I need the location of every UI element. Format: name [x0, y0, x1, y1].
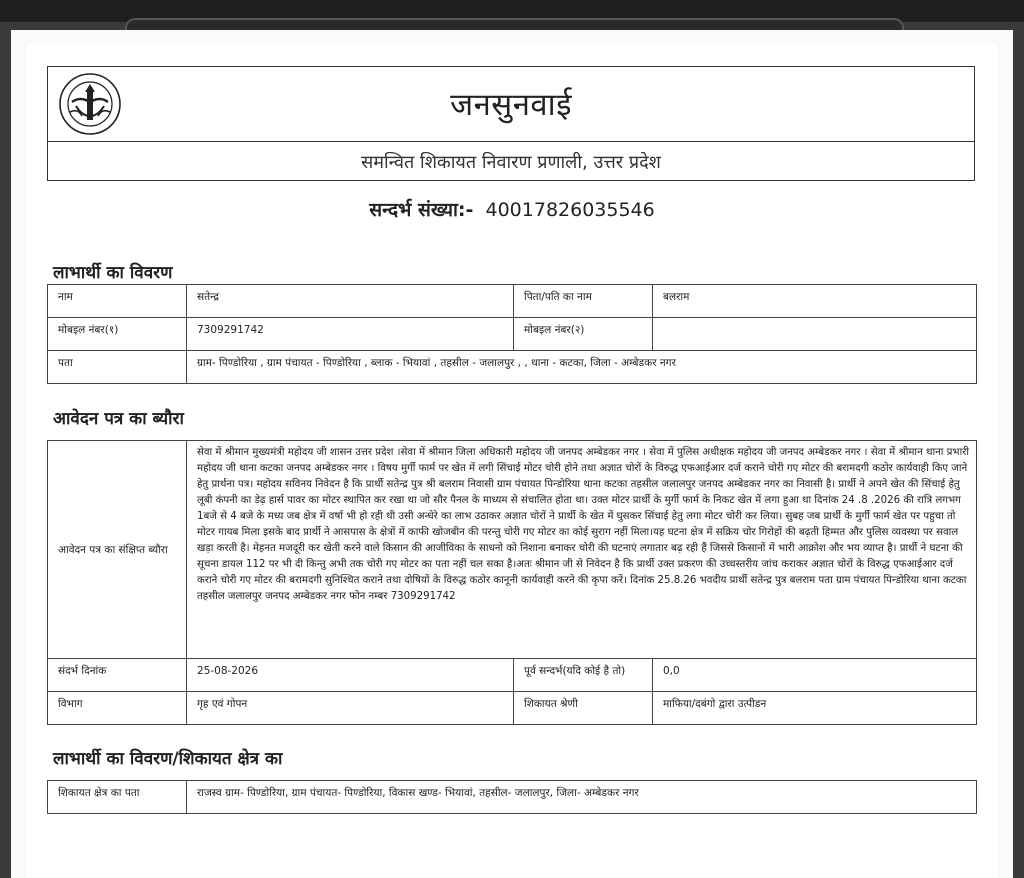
application-table [47, 440, 977, 725]
mobile2-value [653, 318, 977, 351]
table-row [48, 692, 977, 725]
summary-label: आवेदन पत्र का संक्षिप्त ब्यौरा [48, 441, 187, 659]
address-label: पता [48, 351, 187, 384]
area-table [47, 780, 977, 814]
table-row [48, 659, 977, 692]
page-subtitle: समन्वित शिकायत निवारण प्रणाली, उत्तर प्रदेश [361, 152, 661, 173]
area-address-label: शिकायत क्षेत्र का पता [48, 781, 187, 814]
dept-value: गृह एवं गोपन [187, 692, 514, 725]
prev-ref-value: 0,0 [653, 659, 977, 692]
reference-line [27, 196, 997, 222]
prev-ref-label: पूर्व सन्दर्भ(यदि कोई है तो) [514, 659, 653, 692]
name-label: नाम [48, 285, 187, 318]
area-address-value: राजस्व ग्राम- पिण्डोरिया, ग्राम पंचायत- पिण्डोरिया, विकास खण्ड- भियावां, तहसील- जलालपुर, जिला- अम्बेडकर नगर [187, 781, 977, 814]
area-heading: लाभार्थी का विवरण/शिकायत क्षेत्र का [53, 749, 283, 769]
table-row [48, 351, 977, 384]
document-page [27, 44, 997, 878]
table-row [48, 781, 977, 814]
beneficiary-heading: लाभार्थी का विवरण [53, 263, 173, 283]
category-label: शिकायत श्रेणी [514, 692, 653, 725]
dept-label: विभाग [48, 692, 187, 725]
father-label: पिता/पति का नाम [514, 285, 653, 318]
reference-label: सन्दर्भ संख्या:- [369, 199, 474, 221]
header-box [47, 66, 975, 181]
beneficiary-table [47, 284, 977, 384]
header-subtitle-row [48, 141, 974, 181]
document-sheet [11, 30, 1013, 878]
top-bar [0, 0, 1024, 22]
page-title: जनसुनवाई [450, 87, 572, 123]
summary-value: सेवा में श्रीमान मुख्यमंत्री महोदय जी शासन उत्तर प्रदेश ।सेवा में श्रीमान जिला अधिकारी महोदय जी जनपद अम्बेडकर नगर । सेवा में पुलिस अधीक्षक महोदय जी जनपद अम्बेडकर नगर । सेवा में श्रीमान थाना प्रभारी महोदय जी थाना कटका जनपद अम्बेडकर नगर । विषय मुर्गी फार्म पर खेत में लगी सिंचाई मोटर चोरी होने तथा अज्ञात चोरों के विरुद्ध एफआईआर दर्ज कराने चोरी गए मोटर की बरामदगी कठोर कार्यवाही किए जाने हेतु प्रार्थना पत्र। महोदय सविनय निवेदन है कि प्रार्थी सतेन्द्र पुत्र श्री बलराम निवासी ग्राम पंचायत पिन्डोरिया थाना कटका तहसील जलालपुर जनपद अम्बेडकर नगर का निवासी है। प्रार्थी ने अपने खेत की सिंचाई हेतु लूबी कंपनी का डेढ़ हार्स पावर का मोटर स्थापित कर रखा था जो सौर पैनल के माध्यम से संचालित होता था। उक्त मोटर प्रार्थी के मुर्गी फार्म के निकट खेत में लगा हुआ था दिनांक 24 .8 .2026 की रात्रि लगभग 1बजे से 4 बजे के मध्य जब क्षेत्र में वर्षा भी हो रही थी उसी अन्धेरे का लाभ उठाकर अज्ञात चोरों ने प्रार्थी के खेत में घुसकर सिंचाई हेतु लगा मोटर चोरी कर लिया। सुबह जब प्रार्थी के मुर्गी फार्म खेत पर पहुचा तो मोटर गायब मिला इसके बाद प्रार्थी ने आसपास के क्षेत्रों में काफी खोजबीन की परन्तु चोरी गए मोटर का कोई सुराग नहीं मिला।यह घटना क्षेत्र में सक्रिय चोर गिरोहों की बढ़ती हिम्मत और पुलिस व्यवस्था पर सवाल खड़ा करती है। मेहनत मजदूरी कर खेती करने वाले किसान की आजीविका के साधनो को निशाना बनाकर चोरी की घटनाएं लगातार बढ़ रही हैं जिससे किसानों में भारी आक्रोश और भय व्याप्त है। प्रार्थी ने घटना की सूचना डायल 112 पर भी दी किन्तु अभी तक चोरी गए मोटर का पता नहीं चल सका है।अतः श्रीमान जी से निवेदन है कि प्रार्थी उक्त प्रकरण की उच्चस्तरीय जांच कराकर अज्ञात चोरों के विरुद्ध एफआईआर दर्ज कराने चोरी गए मोटर की बरामदगी सुनिश्चित कराने तथा दोषियों के विरुद्ध कठोर कानूनी कार्यवाही करने की कृपा करें। दिनांक 25.8.26 भवदीय प्रार्थी सतेन्द्र पुत्र बलराम पता ग्राम पंचायत पिन्डोरिया थाना कटका तहसील जलालपुर जनपद अम्बेडकर नगर फोन नम्बर 7309291742 [187, 441, 977, 659]
name-value: सतेन्द्र [187, 285, 514, 318]
header-title-row [48, 67, 974, 142]
mobile1-label: मोबइल नंबर(१) [48, 318, 187, 351]
application-heading: आवेदन पत्र का ब्यौरा [53, 409, 184, 429]
table-row [48, 441, 977, 659]
date-label: संदर्भ दिनांक [48, 659, 187, 692]
father-value: बलराम [653, 285, 977, 318]
mobile2-label: मोबइल नंबर(२) [514, 318, 653, 351]
address-value: ग्राम- पिण्डोरिया , ग्राम पंचायत - पिण्डोरिया , ब्लाक - भियावां , तहसील - जलालपुर , , थाना - कटका, जिला - अम्बेडकर नगर [187, 351, 977, 384]
date-value: 25-08-2026 [187, 659, 514, 692]
category-value: माफिया/दबंगो द्वारा उत्पीडन [653, 692, 977, 725]
reference-number: 40017826035546 [485, 199, 655, 221]
mobile1-value: 7309291742 [187, 318, 514, 351]
table-row [48, 318, 977, 351]
table-row [48, 285, 977, 318]
